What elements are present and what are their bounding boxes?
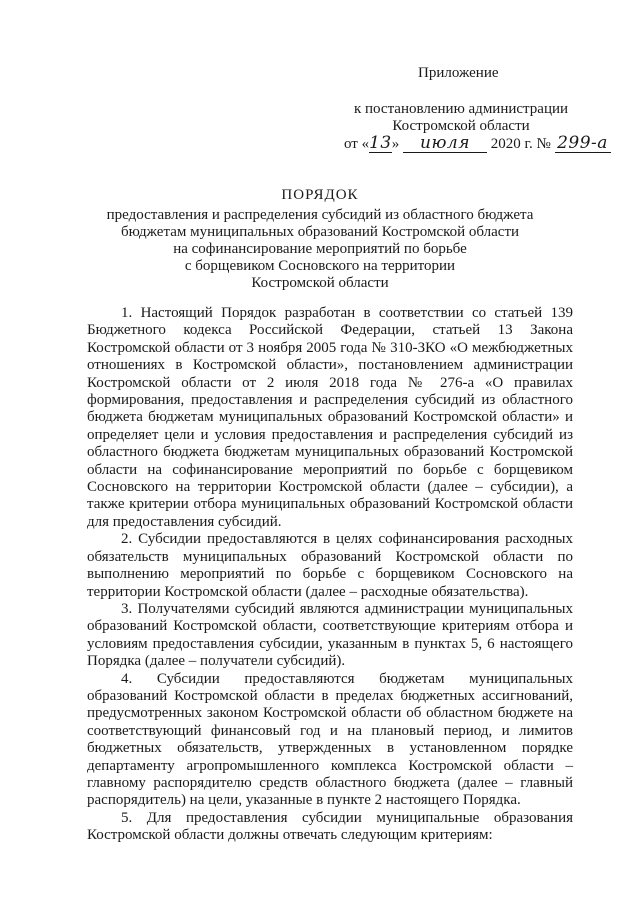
year-text: 2020 г. №	[490, 136, 551, 152]
paragraph-1: 1. Настоящий Порядок разработан в соответствии со статьей 139 Бюджетного кодекса Российской Федерации, статьей 13 Закона Костромской области от 3 ноября 2005 года № 310-ЗКО «О межбюджетных отношениях в Костромской области», постановлением администрации Костромской области от 2 июля 2018 года № 276-а «О правилах формирования, предоставления и распределения субсидий из областного бюджета бюджетам муниципальных образований Костромской области» и определяет цели и условия предоставления и распределения субсидий из областного бюджета бюджетам муниципальных образований Костромской области на софинансирование мероприятий по борьбе с борщевиком Сосновского на территории Костромской области (далее – субсидии), а также критерии отбора муниципальных образований Костромской области для предоставления субсидий.	[87, 305, 573, 530]
resolution-date-line	[344, 134, 611, 153]
date-mid: »	[391, 136, 400, 152]
handwritten-month: июля	[403, 134, 487, 153]
appendix-label: Приложение	[418, 65, 499, 81]
handwritten-day: 13	[369, 133, 392, 153]
handwritten-doc-number: 299-а	[555, 134, 611, 153]
title-heading: ПОРЯДОК	[281, 187, 359, 203]
paragraph-2: 2. Субсидии предоставляются в целях софинансирования расходных обязательств муниципальных образований Костромской области по выполнению мероприятий по борьбе с борщевиком Сосновского на территории Костромской области (далее – расходные обязательства).	[87, 531, 573, 600]
document-body	[87, 305, 573, 845]
title-line: бюджетам муниципальных образований Костромской области	[120, 224, 520, 240]
resolution-line-2: Костромской области	[392, 118, 530, 134]
resolution-line-1: к постановлению администрации	[353, 101, 569, 117]
document-title	[70, 187, 570, 292]
resolution-reference	[340, 101, 582, 135]
paragraph-4: 4. Субсидии предоставляются бюджетам муниципальных образований Костромской области в пределах бюджетных ассигнований, предусмотренных законом Костромской области об областном бюджете на соответствующий финансовый год и на плановый период, и лимитов бюджетных обязательств, утвержденных в установленном порядке департаменту агропромышленного комплекса Костромской области – главному распорядителю средств областного бюджета (далее – главный распорядитель) на цели, указанные в пункте 2 настоящего Порядка.	[87, 670, 573, 809]
title-line: предоставления и распределения субсидий из областного бюджета	[106, 207, 534, 223]
title-line: на софинансирование мероприятий по борьбе	[173, 241, 467, 257]
date-prefix: от «	[344, 136, 370, 152]
title-line: с борщевиком Сосновского на территории	[184, 258, 456, 274]
title-line: Костромской области	[251, 275, 389, 291]
paragraph-5: 5. Для предоставления субсидии муниципальные образования Костромской области должны отвечать следующим критериям:	[87, 809, 573, 844]
paragraph-3: 3. Получателями субсидий являются администрации муниципальных образований Костромской области, соответствующие критериям отбора и условиям предоставления субсидии, указанным в пунктах 5, 6 настоящего Порядка (далее – получатели субсидий).	[87, 600, 573, 670]
